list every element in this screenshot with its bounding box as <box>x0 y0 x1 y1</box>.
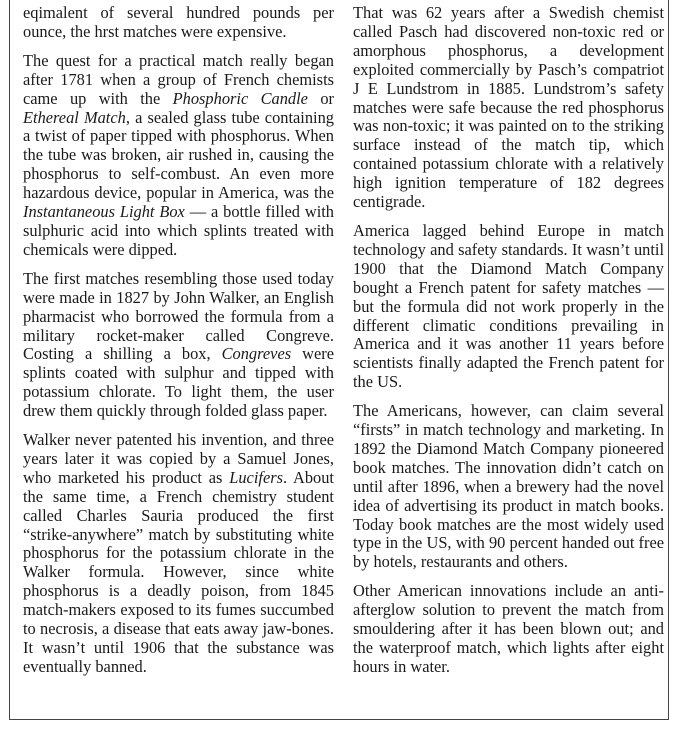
right-text-column <box>353 4 664 677</box>
italic-term: Instantaneous Light Box <box>23 202 185 222</box>
paragraph: Walker never patented his invention, and three years later it was copied by a Samuel Jones, who marketed his product as Lucifers. About the same time, a French chemistry student called Charles Sauria produced the first “strike-anywhere” match by substituting white phosphorus for the potassium chlorate in the Walker formula. However, since white phosphorus is a deadly poison, from 1845 match-makers exposed to its fumes succumbed to necrosis, a disease that eats away jaw-bones. It wasn’t until 1906 that the substance was eventually banned. <box>23 430 334 676</box>
italic-term: Lucifers <box>229 467 283 487</box>
left-text-column <box>23 4 334 677</box>
paragraph: The Americans, however, can claim several “firsts” in match technology and marketing. In 1892 the Diamond Match Company pioneered book matches. The innovation didn’t catch on until after 1896, when a brewery had the novel idea of advertising its product in match books. Today book matches are the most widely used type in the US, with 90 percent handed out free by hotels, restaurants and others. <box>353 401 664 572</box>
paragraph: America lagged behind Europe in match technology and safety standards. It wasn’t until 1900 that the Diamond Match Company bought a French patent for safety matches — but the formula did not work properly in the different climatic conditions prevailing in America and it was another 11 years before scientists finally adapted the French patent for the US. <box>353 220 664 392</box>
italic-term: Ethereal Match <box>23 107 126 127</box>
italic-term: Phosphoric Candle <box>172 88 308 108</box>
left-border-rule <box>9 0 10 720</box>
paragraph: eqimalent of several hundred pounds per ounce, the hrst matches were expensive. <box>23 3 334 41</box>
paragraph: The first matches resembling those used today were made in 1827 by John Walker, an English pharmacist who borrowed the formula from a military rocket-maker called Congreve. Costing a shilling a box, Congreves were splints coated with sulphur and tipped with potassium chlorate. To light them, the user drew them quickly through folded glass paper. <box>23 268 334 421</box>
paragraph: The quest for a practical match really began after 1781 when a group of French chemists came up with the Phosphoric Candle or Ethereal Match, a sealed glass tube containing a twist of paper tipped with phosphorus. When the tube was broken, air rushed in, causing the phosphorus to self-combust. An even more hazardous device, popular in America, was the Instantaneous Light Box — a bottle filled with sulphuric acid into which splints treated with chemicals were dipped. <box>23 50 334 259</box>
right-border-rule <box>668 0 669 720</box>
paragraph: Other American innovations include an anti-afterglow solution to prevent the match from smouldering after it has been blown out; and the waterproof match, which lights after eight hours in water. <box>353 581 664 676</box>
bottom-border-rule <box>9 719 669 720</box>
paragraph: That was 62 years after a Swedish chemist called Pasch had discovered non-toxic red or amorphous phosphorus, a development exploited commercially by Pasch’s compatriot J E Lundstrom in 1885. Lundstrom’s safety matches were safe because the red phosphorus was non-toxic; it was painted on to the striking surface instead of the match tip, which contained potassium chlorate with a relatively high ignition temperature of 182 degrees centigrade. <box>353 3 664 212</box>
italic-term: Congreves <box>221 344 292 364</box>
